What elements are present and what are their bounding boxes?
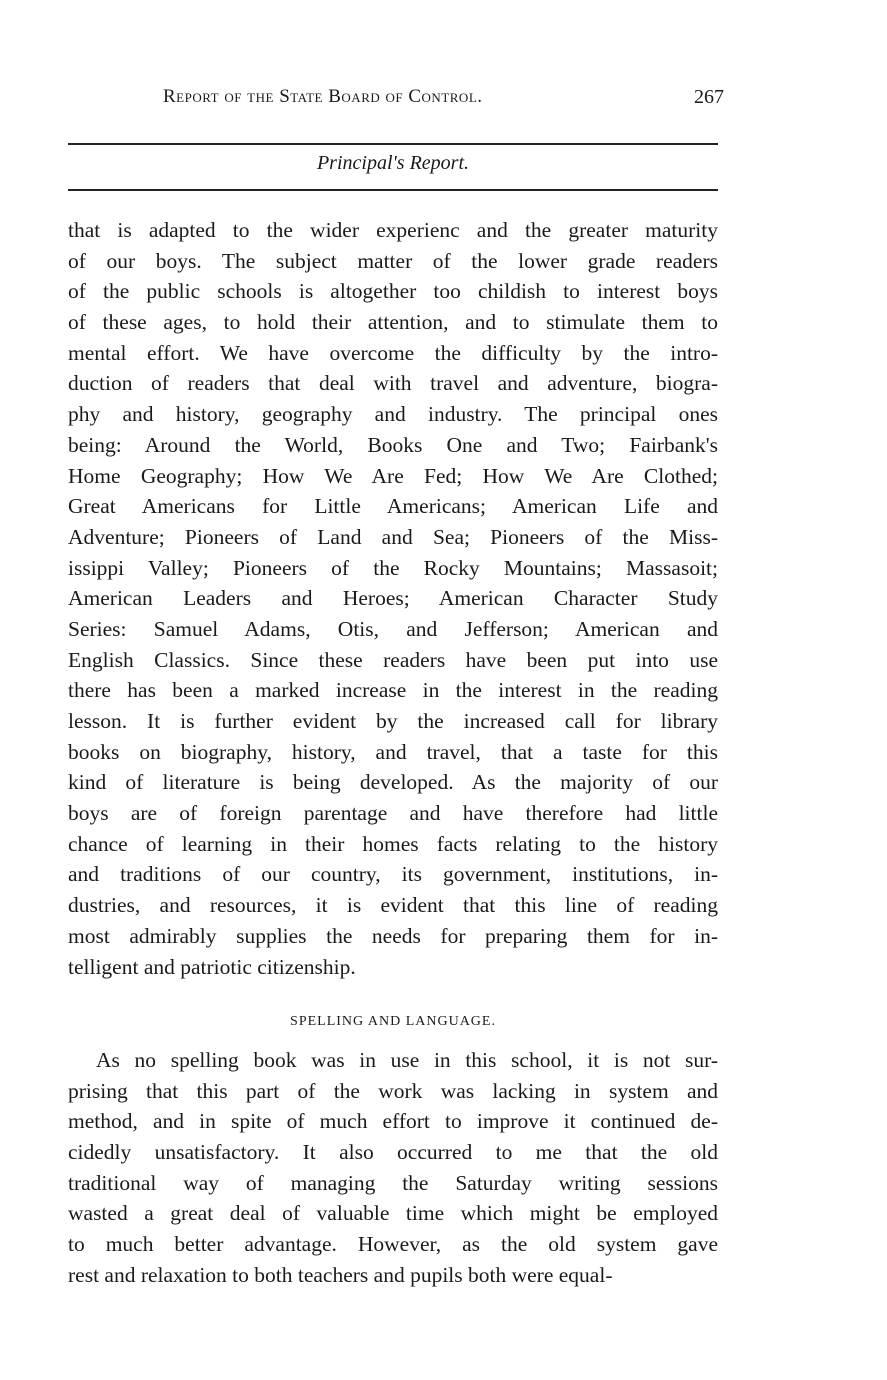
text-line: prising that this part of the work was lacking in system and [68, 1078, 718, 1103]
text-line: rest and relaxation to both teachers and pupils both were equal- [68, 1262, 613, 1287]
text-line: Adventure; Pioneers of Land and Sea; Pioneers of the Miss- [68, 524, 718, 549]
text-line: phy and history, geography and industry. The principal ones [68, 402, 718, 427]
text-line: and traditions of our country, its government, institutions, in- [68, 862, 718, 887]
text-line: American Leaders and Heroes; American Character Study [68, 586, 718, 611]
text-line: wasted a great deal of valuable time which might be employed [68, 1201, 718, 1226]
text-line: Great Americans for Little Americans; American Life and [68, 494, 718, 519]
text-line: Series: Samuel Adams, Otis, and Jefferson; American and [68, 616, 718, 641]
running-title: Report of the State Board of Control. [163, 86, 483, 107]
text-line: issippi Valley; Pioneers of the Rocky Mountains; Massasoit; [68, 555, 718, 580]
page-number: 267 [694, 86, 724, 108]
text-line: Home Geography; How We Are Fed; How We Are Clothed; [68, 463, 718, 488]
header-rule-top [68, 143, 718, 145]
text-line: there has been a marked increase in the interest in the reading [68, 678, 718, 703]
text-line: being: Around the World, Books One and Two; Fairbank's [68, 432, 718, 457]
text-line: telligent and patriotic citizenship. [68, 954, 356, 979]
running-head [68, 86, 724, 116]
text-line: cidedly unsatisfactory. It also occurred to me that the old [68, 1140, 718, 1165]
text-line: most admirably supplies the needs for preparing them for in- [68, 923, 718, 948]
text-line: traditional way of managing the Saturday writing sessions [68, 1170, 718, 1195]
header-rule-bottom [68, 189, 718, 191]
section-heading: Principal's Report. [316, 152, 470, 174]
text-line: that is adapted to the wider experienc and the greater maturity [68, 218, 718, 242]
text-line: to much better advantage. However, as the old system gave [68, 1232, 718, 1257]
text-line: of our boys. The subject matter of the lower grade readers [68, 248, 718, 273]
text-line: of the public schools is altogether too childish to interest boys [68, 279, 718, 304]
text-line: duction of readers that deal with travel and adventure, biogra- [68, 371, 718, 396]
text-line: books on biography, history, and travel, that a taste for this [68, 739, 718, 764]
text-line: mental effort. We have overcome the difficulty by the intro- [68, 340, 718, 365]
text-line: English Classics. Since these readers have been put into use [68, 647, 718, 672]
text-line: As no spelling book was in use in this school, it is not sur- [96, 1048, 718, 1072]
text-line: boys are of foreign parentage and have therefore had little [68, 801, 718, 826]
text-line: method, and in spite of much effort to improve it continued de- [68, 1109, 718, 1134]
text-line: kind of literature is being developed. As the majority of our [68, 770, 718, 795]
paragraph-readers [68, 215, 718, 982]
text-line: dustries, and resources, it is evident that this line of reading [68, 893, 718, 918]
subheading-spelling-language: SPELLING AND LANGUAGE. [290, 1014, 496, 1029]
text-line: chance of learning in their homes facts relating to the history [68, 831, 718, 856]
text-line: lesson. It is further evident by the increased call for library [68, 709, 718, 733]
paragraph-spelling [68, 1045, 718, 1291]
text-line: of these ages, to hold their attention, and to stimulate them to [68, 310, 718, 335]
